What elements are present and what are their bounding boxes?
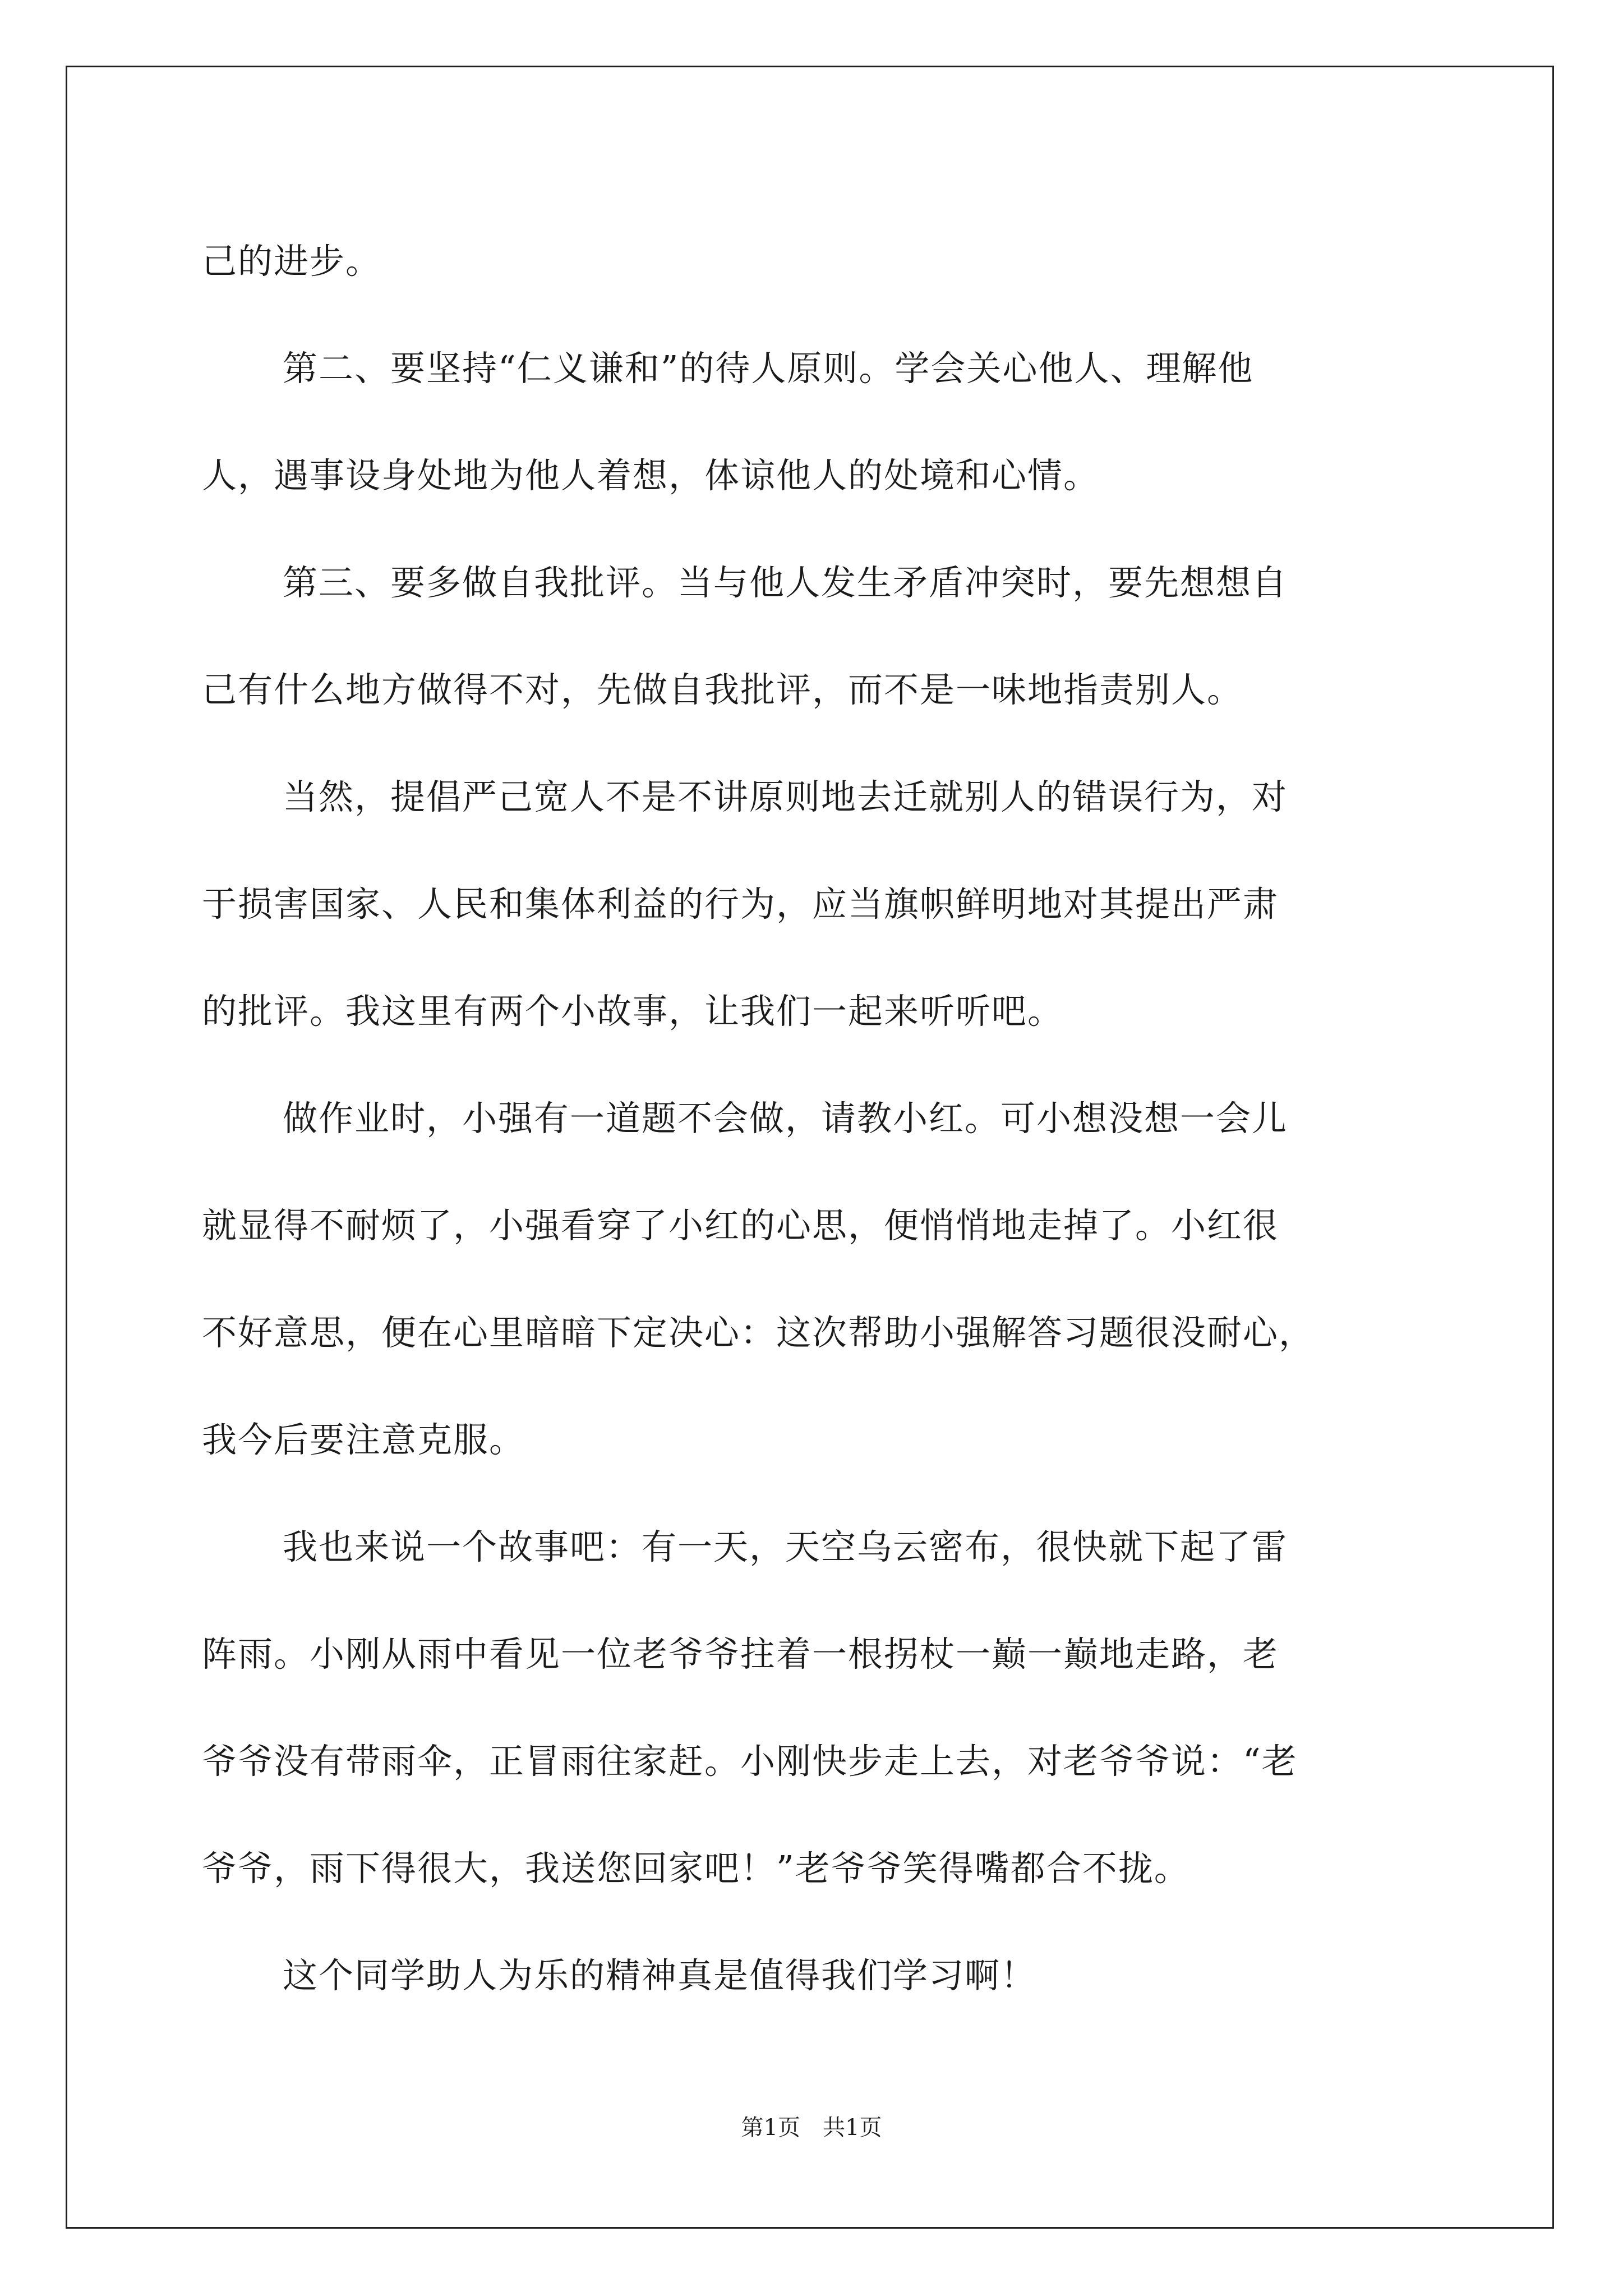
text-line: 就显得不耐烦了，小强看穿了小红的心思，便悄悄地走掉了。小红很 — [202, 1205, 1279, 1246]
text-line: 第三、要多做自我批评。当与他人发生矛盾冲突时，要先想想自 — [283, 562, 1288, 603]
text-line: 人，遇事设身处地为他人着想，体谅他人的处境和心情。 — [202, 455, 1100, 496]
text-line: 第二、要坚持“仁义谦和”的待人原则。学会关心他人、理解他 — [283, 348, 1254, 389]
document-body — [202, 208, 1453, 2029]
text-line: 于损害国家、人民和集体利益的行为，应当旗帜鲜明地对其提出严肃 — [202, 884, 1279, 924]
page-number-footer: 第1页 共1页 — [741, 2115, 882, 2141]
text-line: 我也来说一个故事吧：有一天，天空乌云密布，很快就下起了雷 — [283, 1526, 1288, 1567]
text-line: 己的进步。 — [202, 241, 382, 282]
text-line: 阵雨。小刚从雨中看见一位老爷爷拄着一根拐杖一巅一巅地走路，老 — [202, 1634, 1279, 1674]
text-line: 不好意思，便在心里暗暗下定决心：这次帮助小强解答习题很没耐心， — [202, 1312, 1315, 1353]
text-line: 爷爷没有带雨伞，正冒雨往家赶。小刚快步走上去，对老爷爷说：“老 — [202, 1741, 1298, 1782]
text-line: 的批评。我这里有两个小故事，让我们一起来听听吧。 — [202, 991, 1064, 1032]
text-line: 这个同学助人为乐的精神真是值得我们学习啊！ — [283, 1955, 1037, 1996]
text-line: 当然，提倡严己宽人不是不讲原则地去迁就别人的错误行为，对 — [283, 776, 1288, 817]
text-line: 己有什么地方做得不对，先做自我批评，而不是一味地指责别人。 — [202, 669, 1243, 710]
text-line: 做作业时，小强有一道题不会做，请教小红。可小想没想一会儿 — [283, 1098, 1288, 1139]
text-line: 我今后要注意克服。 — [202, 1419, 525, 1460]
text-line: 爷爷，雨下得很大，我送您回家吧！”老爷爷笑得嘴都合不拢。 — [202, 1848, 1190, 1889]
